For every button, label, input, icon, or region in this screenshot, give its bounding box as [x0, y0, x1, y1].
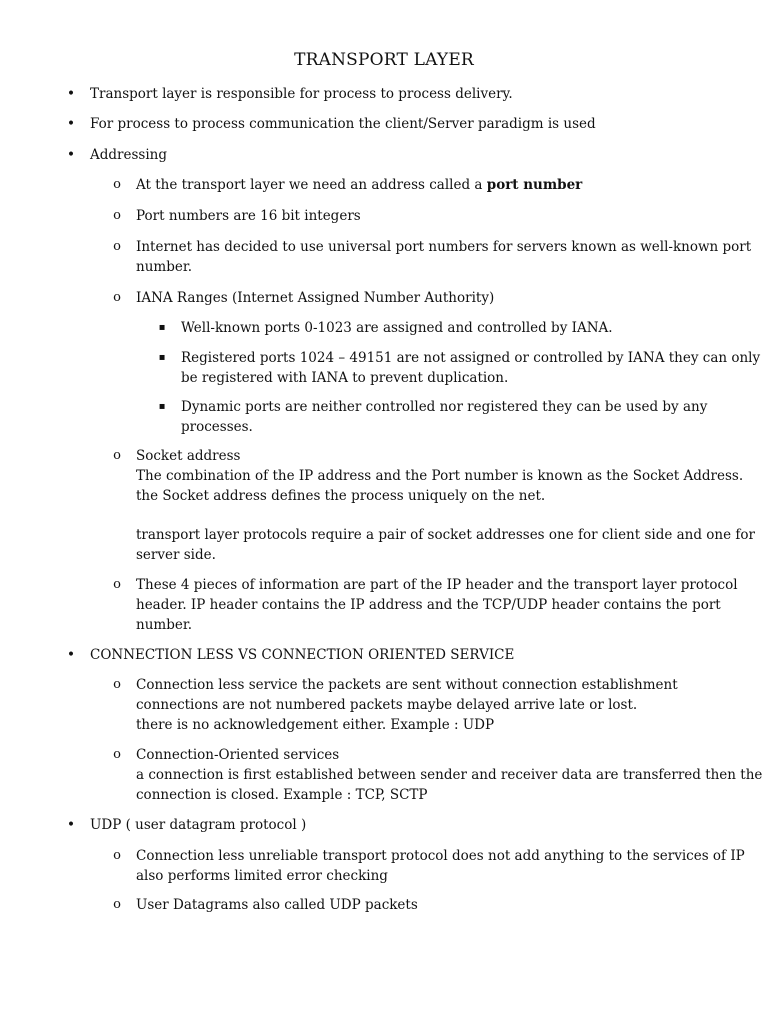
list-item-text: User Datagrams also called UDP packets [136, 897, 418, 913]
list-item-16-bit [136, 206, 732, 226]
list-item-registered-range [181, 348, 761, 388]
list-item-text: header. IP header contains the IP address and the TCP/UDP header contains the port [136, 597, 721, 613]
bullet-dot: • [66, 86, 76, 102]
bullet-circle: o [113, 897, 121, 912]
bullet-dot: • [66, 116, 76, 132]
bullet-circle: o [113, 577, 121, 592]
list-item-text: Addressing [90, 147, 167, 163]
list-item-text: there is no acknowledgement either. Example : UDP [136, 717, 495, 733]
bullet-dot: • [66, 147, 76, 163]
bullet-circle: o [113, 239, 121, 254]
list-item-well-known-range [181, 318, 733, 338]
bullet-dot: • [66, 647, 76, 663]
list-item-text: The combination of the IP address and the Port number is known as the Socket Address. [136, 468, 744, 484]
bullet-circle: o [113, 677, 121, 692]
list-item-udp-unreliable [136, 846, 745, 886]
list-item-text: connections are not numbered packets maybe delayed arrive late or lost. [136, 697, 638, 713]
list-item-port-number [136, 175, 732, 195]
list-item-iana-ranges [136, 288, 732, 308]
bullet-circle: o [113, 448, 121, 463]
page-title: TRANSPORT LAYER [294, 50, 474, 70]
list-item-text: the Socket address defines the process uniquely on the net. [136, 488, 546, 504]
list-item-connection-oriented [136, 745, 763, 805]
list-item-udp [90, 815, 730, 835]
list-item-text: Well-known ports 0-1023 are assigned and controlled by IANA. [181, 320, 613, 336]
list-item-text: a connection is first established between sender and receiver data are transferred then the [136, 767, 763, 783]
list-item-text: Internet has decided to use universal port numbers for servers known as well-known port [136, 239, 752, 255]
list-item-text: transport layer protocols require a pair of socket addresses one for client side and one for [136, 527, 755, 543]
list-item-text: UDP ( user datagram protocol ) [90, 817, 307, 833]
list-item-client-server [90, 114, 730, 134]
list-item-text: be registered with IANA to prevent duplication. [181, 370, 509, 386]
list-item-transport-responsibility [90, 84, 730, 104]
list-item-text-plain: At the transport layer we need an address called a [136, 177, 487, 193]
list-item-socket-pair [136, 525, 755, 565]
list-item-text: IANA Ranges (Internet Assigned Number Authority) [136, 290, 495, 306]
list-item-text: CONNECTION LESS VS CONNECTION ORIENTED SERVICE [90, 647, 515, 663]
list-item-text: For process to process communication the client/Server paradigm is used [90, 116, 596, 132]
list-item-text: These 4 pieces of information are part of the IP header and the transport layer protocol [136, 577, 738, 593]
bullet-circle: o [113, 747, 121, 762]
list-item-text: Transport layer is responsible for process to process delivery. [90, 86, 513, 102]
list-item-connection-services [90, 645, 730, 665]
bullet-circle: o [113, 848, 121, 863]
list-item-text: Connection-Oriented services [136, 747, 340, 763]
list-item-text: also performs limited error checking [136, 868, 388, 884]
list-item-text: Connection less unreliable transport protocol does not add anything to the services of IP [136, 848, 745, 864]
list-item-text: server side. [136, 547, 216, 563]
list-item-text: Registered ports 1024 – 49151 are not assigned or controlled by IANA they can only [181, 350, 761, 366]
list-item-text: Socket address [136, 448, 241, 464]
list-item-four-pieces [136, 575, 738, 635]
list-item-well-known-ports [136, 237, 752, 277]
bullet-circle: o [113, 208, 121, 223]
list-item-addressing [90, 145, 730, 165]
list-item-dynamic-range [181, 397, 733, 437]
list-item-udp-packets [136, 895, 732, 915]
bullet-square: ▪ [158, 401, 166, 412]
list-item-text: number. [136, 617, 193, 633]
list-item-text: connection is closed. Example : TCP, SCTP [136, 787, 428, 803]
bullet-circle: o [113, 177, 121, 192]
list-item-text [136, 175, 732, 195]
list-item-connectionless [136, 675, 732, 735]
bullet-circle: o [113, 290, 121, 305]
list-item-socket-address [136, 446, 744, 506]
list-item-text: Port numbers are 16 bit integers [136, 208, 361, 224]
bullet-square: ▪ [158, 322, 166, 333]
list-item-text: processes. [181, 419, 253, 435]
bullet-dot: • [66, 817, 76, 833]
list-item-text: number. [136, 259, 193, 275]
port-number-term: port number [486, 177, 583, 193]
list-item-text: Connection less service the packets are sent without connection establishment [136, 677, 678, 693]
list-item-text: Dynamic ports are neither controlled nor registered they can be used by any [181, 399, 708, 415]
bullet-square: ▪ [158, 352, 166, 363]
